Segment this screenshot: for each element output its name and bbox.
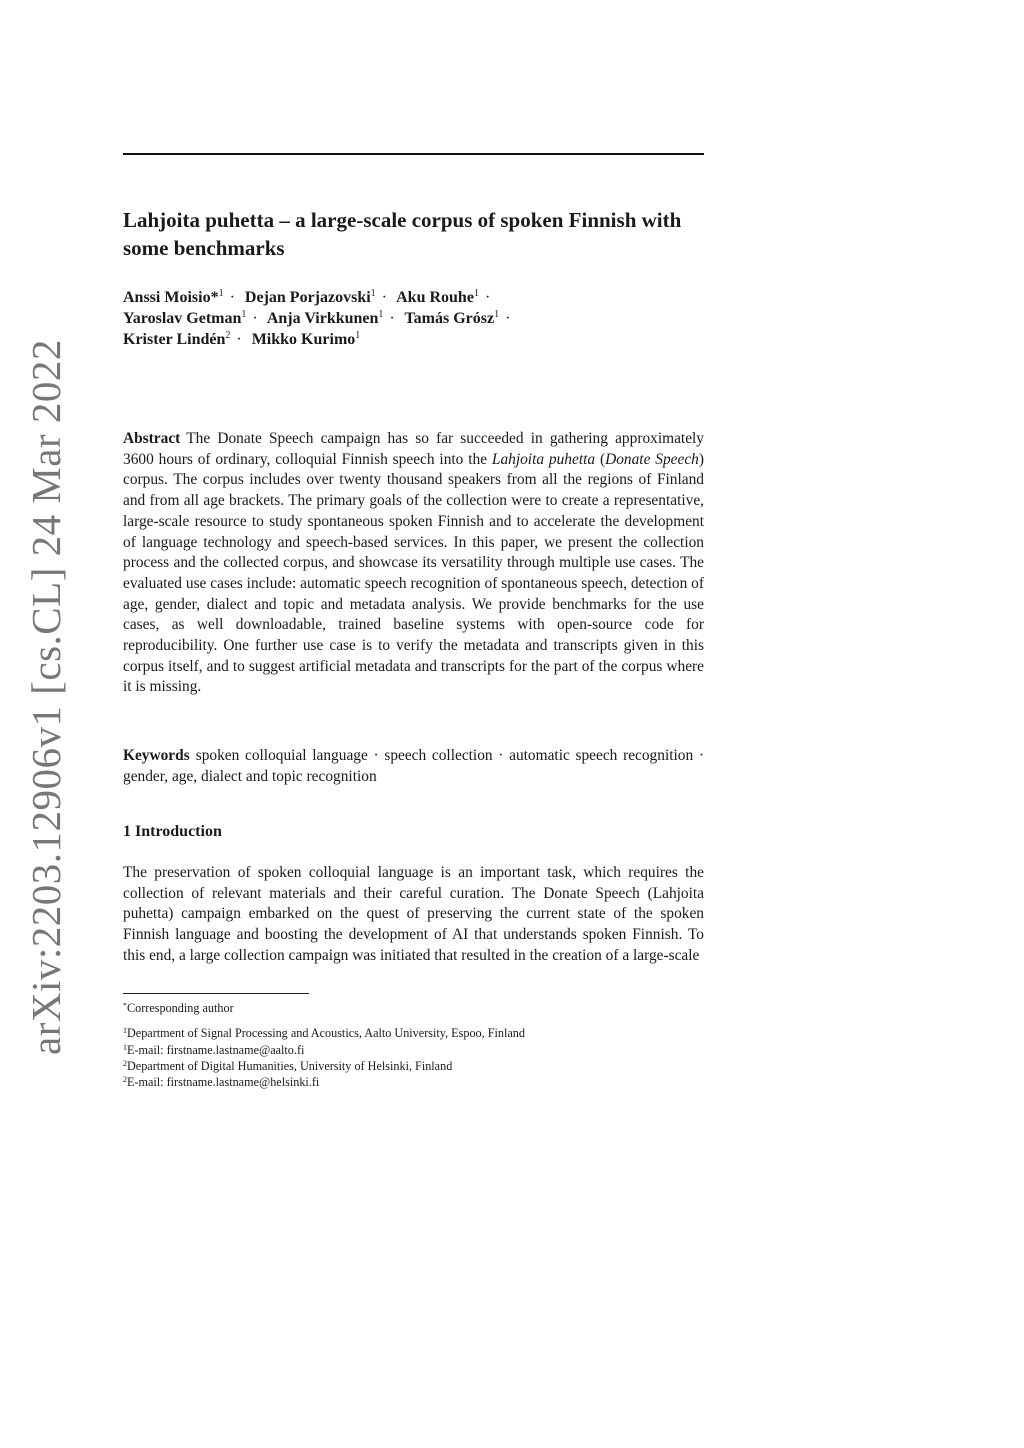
footnote-item <box>123 1074 743 1090</box>
author-entry <box>252 331 361 348</box>
author-affiliation: 1 <box>241 309 247 320</box>
author-affiliation: 1 <box>218 288 224 299</box>
footnote-mark: 2 <box>123 1058 127 1068</box>
footnote-text: Department of Digital Humanities, University of Helsinki, Finland <box>127 1058 453 1073</box>
author-name: Yaroslav Getman <box>123 310 242 327</box>
author-affiliation: 1 <box>378 309 384 320</box>
author-name: Tamás Grósz <box>404 310 495 327</box>
author-list <box>123 287 543 350</box>
author-name: Aku Rouhe <box>396 289 474 306</box>
abstract-italic: Lahjoita puhetta <box>491 450 596 468</box>
author-affiliation: 1 <box>494 309 500 320</box>
author-name: Mikko Kurimo <box>251 331 356 348</box>
author-separator: · <box>252 310 258 327</box>
author-entry <box>123 289 224 306</box>
author-affiliation: 2 <box>225 330 231 341</box>
footnote-text: Department of Signal Processing and Acoustics, Aalto University, Espoo, Finland <box>127 1026 525 1041</box>
author-separator: · <box>229 289 235 306</box>
abstract-text: ( <box>595 450 606 468</box>
author-separator: · <box>236 331 242 348</box>
author-entry <box>404 310 499 327</box>
author-name: Dejan Porjazovski <box>244 289 371 306</box>
author-entry <box>267 310 384 327</box>
footnote-mark: 1 <box>123 1026 127 1036</box>
footnote-mark: 1 <box>123 1042 127 1052</box>
footnote-item <box>123 1042 743 1058</box>
abstract <box>123 429 704 698</box>
introduction-paragraph: The preservation of spoken colloquial language is an important task, which requires the collection of relevant materials and their careful curation. The Donate Speech (Lahjoita puhetta) campaign embarked on the quest of preserving the current state of the spoken Finnish language and boosting the development of AI that understands spoken Finnish. To this end, a large collection campaign was initiated that resulted in the creation of a large-scale <box>123 864 704 964</box>
author-separator: · <box>389 310 395 327</box>
keywords <box>123 746 704 787</box>
author-affiliation: 1 <box>355 330 361 341</box>
footnote-text: Corresponding author <box>127 1001 234 1015</box>
author-affiliation: 1 <box>370 288 376 299</box>
abstract-italic: Donate Speech <box>605 450 699 468</box>
keywords-text: spoken colloquial language · speech collection · automatic speech recognition · gender, age, dialect and topic recognition <box>123 747 704 785</box>
section-heading-introduction: 1 Introduction <box>123 823 222 840</box>
abstract-text: The Donate Speech campaign has so far succeeded in gathering approximately 3600 hours of ordinary, colloquial Finnish speech into the <box>123 430 704 468</box>
footnote-mark: 2 <box>123 1075 127 1085</box>
footnote-item <box>123 1025 743 1041</box>
author-name: Krister Lindén <box>123 331 226 348</box>
footnote-text: E-mail: firstname.lastname@aalto.fi <box>127 1042 305 1057</box>
footnote-rule <box>123 993 309 994</box>
footnote-item <box>123 1058 743 1074</box>
author-separator: · <box>484 289 491 306</box>
paper-title: Lahjoita puhetta – a large-scale corpus of spoken Finnish with some benchmarks <box>123 208 682 260</box>
keywords-label: Keywords <box>123 747 190 764</box>
footnotes <box>123 1000 743 1090</box>
footnote-corresponding <box>123 1000 743 1016</box>
author-affiliation: 1 <box>473 288 479 299</box>
author-entry <box>123 310 246 327</box>
author-separator: · <box>381 289 387 306</box>
author-name: Anja Virkkunen <box>266 310 379 327</box>
author-entry <box>245 289 376 306</box>
author-entry <box>123 331 230 348</box>
author-separator: · <box>505 310 511 327</box>
author-entry <box>396 289 479 306</box>
author-mark: * <box>210 289 219 306</box>
abstract-label: Abstract <box>123 430 181 447</box>
footnote-text: E-mail: firstname.lastname@helsinki.fi <box>127 1075 320 1090</box>
author-name: Anssi Moisio <box>123 289 211 306</box>
title-rule <box>123 153 704 155</box>
arxiv-sidebar-stamp: arXiv:2203.12906v1 [cs.CL] 24 Mar 2022 <box>23 339 69 1055</box>
abstract-text: ) corpus. The corpus includes over twenty thousand speakers from all the regions of Finland and from all age brackets. The primary goals of the collection were to create a representative, large-scale resource to study spontaneous spoken Finnish and to accelerate the development of language technology and speech-based services. In this paper, we present the collection process and the collected corpus, and showcase its versatility through multiple use cases. The evaluated use cases include: automatic speech recognition of spontaneous speech, detection of age, gender, dialect and topic and metadata analysis. We provide benchmarks for the use cases, as well downloadable, trained baseline systems with open-source code for reproducibility. One further use case is to verify the metadata and transcripts given in this corpus itself, and to suggest artificial metadata and transcripts for the part of the corpus where it is missing. <box>123 450 704 696</box>
footnote-mark: * <box>123 1001 127 1010</box>
